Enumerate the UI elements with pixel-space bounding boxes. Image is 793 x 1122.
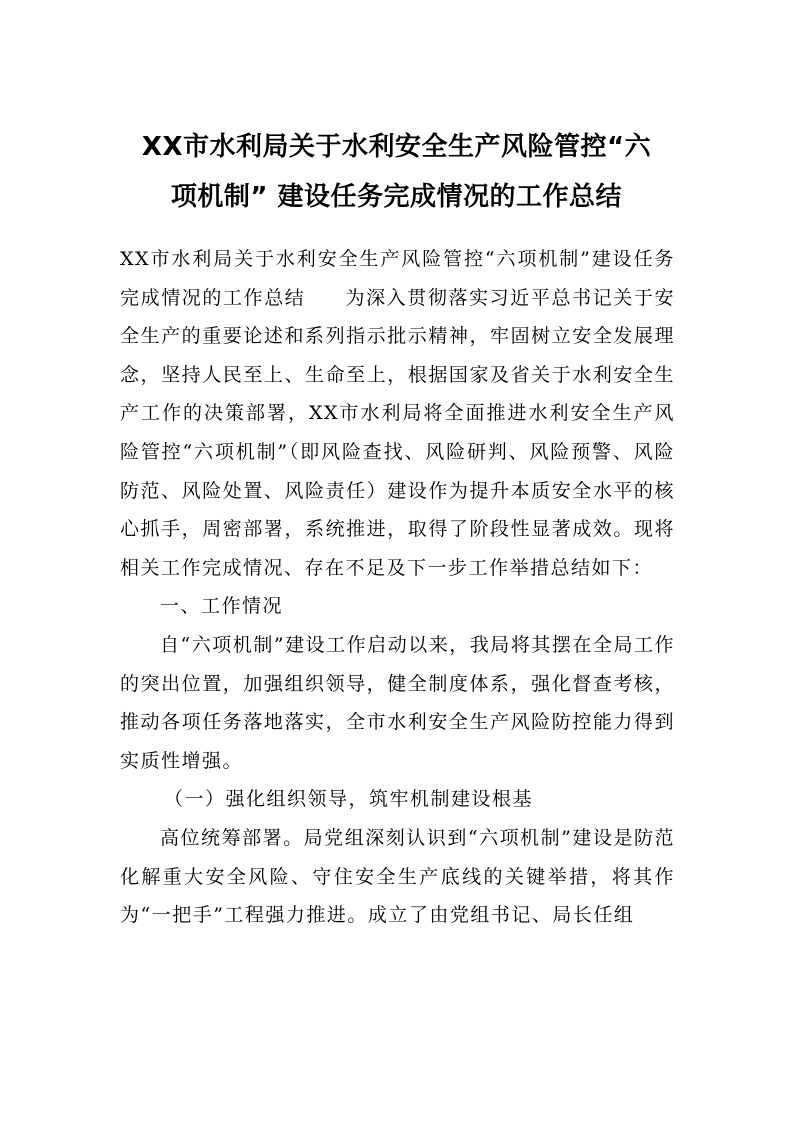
subsection-heading: （一）强化组织领导，筑牢机制建设根基: [164, 788, 534, 811]
body-paragraph: 高位统筹部署。局党组深刻认识到“六项机制”建设是防范化解重大安全风险、守住安全生产底线的关键举措，将其作为“一把手”工程强力推进。成立了由党组书记、局长任组: [120, 826, 675, 927]
body-paragraph: 自“六项机制”建设工作启动以来，我局将其摆在全局工作的突出位置，加强组织领导，健全制度体系，强化督查考核，推动各项任务落地落实，全市水利安全生产风险防控能力得到实质性增强。: [120, 633, 675, 772]
title-line-1: XX市水利局关于水利安全生产风险管控“六: [141, 132, 652, 162]
document-title: [100, 122, 693, 222]
title-line-2: 项机制” 建设任务完成情况的工作总结: [170, 182, 623, 212]
intro-lead-text: XX市水利局关于水利安全生产风险管控“六项机制”建设任务完成情况的工作总结: [120, 248, 675, 309]
intro-body-text: 为深入贯彻落实习近平总书记关于安全生产的重要论述和系列指示批示精神，牢固树立安全发展理念，坚持人民至上、生命至上，根据国家及省关于水利安全生产工作的决策部署，XX市水利局将全面推进水利安全生产风险管控“六项机制”（即风险查找、风险研判、风险预警、风险防范、风险处置、风险责任）建设作为提升本质安全水平的核心抓手，周密部署，系统推进，取得了阶段性显著成效。现将相关工作完成情况、存在不足及下一步工作举措总结如下：: [120, 286, 675, 579]
intro-paragraph: [120, 240, 675, 587]
section-heading: 一、工作情况: [160, 595, 284, 618]
document-body: [120, 240, 675, 935]
